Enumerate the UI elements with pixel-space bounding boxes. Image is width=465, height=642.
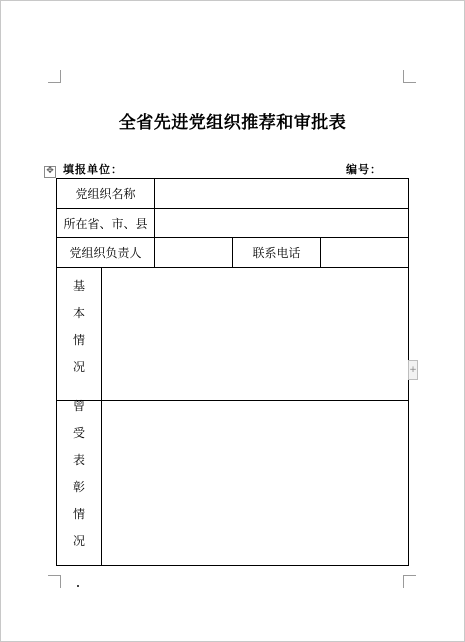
basic-info-char: 况	[72, 360, 85, 374]
honors-char: 曾	[72, 399, 85, 413]
org-name-field[interactable]	[155, 179, 409, 209]
honors-char: 表	[72, 453, 85, 467]
move-icon[interactable]: ✥	[44, 166, 56, 178]
paragraph-mark	[77, 585, 79, 587]
org-name-label: 党组织名称	[57, 179, 155, 209]
crop-mark-bottom-right	[403, 575, 416, 588]
honors-char: 况	[72, 534, 85, 548]
number-label: 编号：	[346, 163, 382, 176]
crop-mark-top-left	[48, 70, 61, 83]
basic-info-char: 本	[72, 306, 85, 320]
honors-label	[57, 401, 102, 566]
basic-info-char: 基	[72, 279, 85, 293]
honors-field[interactable]	[102, 401, 409, 566]
leader-field[interactable]	[155, 238, 233, 268]
crop-mark-bottom-left	[48, 575, 61, 588]
location-label: 所在省、市、县	[57, 209, 155, 238]
document-title: 全省先进党组织推荐和审批表	[118, 113, 347, 133]
basic-info-label	[57, 268, 102, 401]
unit-label: 填报单位：	[63, 163, 123, 176]
basic-info-field[interactable]	[102, 268, 409, 401]
location-field[interactable]	[155, 209, 409, 238]
honors-char: 情	[72, 507, 85, 521]
honors-char: 受	[72, 426, 85, 440]
crop-mark-top-right	[403, 70, 416, 83]
phone-label: 联系电话	[233, 238, 321, 268]
basic-info-char: 情	[72, 333, 85, 347]
honors-char: 彰	[72, 480, 85, 494]
plus-icon[interactable]: +	[408, 360, 418, 380]
recommendation-table	[56, 178, 409, 566]
phone-field[interactable]	[321, 238, 409, 268]
leader-label: 党组织负责人	[57, 238, 155, 268]
